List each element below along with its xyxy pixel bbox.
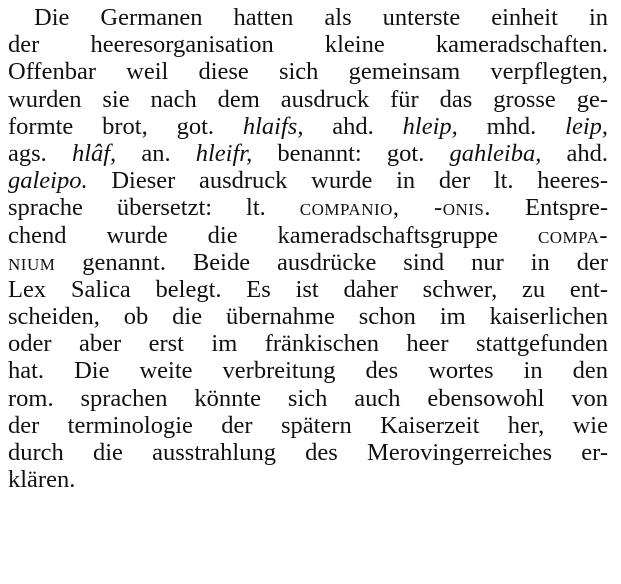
text-run: Die Germanen hatten als unterste einheit in [34,4,608,31]
text-run: ahd. [541,139,609,167]
text-line [8,86,608,113]
text-run: hat. Die weite verbreitung des wortes in den [8,357,608,385]
text-line [8,167,608,194]
text-run: an. [116,139,196,167]
text-run: formte brot, got. [8,112,243,140]
text-run: Offenbar weil diese sich gemeinsam verpflegten, [8,58,608,86]
italic-word: hlâf, [71,139,117,167]
italic-word: galeipo. [8,167,88,195]
text-run: oder aber erst im fränkischen heer stattgefunden [8,330,608,358]
text-line [8,194,608,221]
text-line [8,140,608,167]
text-line [8,357,608,384]
text-run: ahd. [303,112,403,140]
italic-word: leip, [565,112,609,140]
text-run: sprache übersetzt: lt. [8,194,300,222]
paragraph [8,4,608,493]
text-run: mhd. [457,112,566,140]
text-run: genannt. Beide ausdrücke sind nur in der [55,248,608,276]
italic-word: hleip, [402,112,458,140]
text-run: Entspre- [491,194,608,222]
small-caps-word: companio, -onis. [299,194,491,222]
text-run: rom. sprachen könnte sich auch ebensowohl von [8,384,608,412]
text-run: klären. [8,466,76,494]
text-line [8,439,608,466]
text-run: ags. [8,139,72,167]
small-caps-word: nium [8,248,56,276]
italic-word: hlaifs, [242,112,304,140]
text-run: der terminologie der spätern Kaiserzeit her, wie [8,411,608,439]
text-run: Lex Salica belegt. Es ist daher schwer, zu ent- [8,275,608,303]
text-line [8,276,608,303]
text-line [8,31,608,58]
text-line [8,249,608,276]
text-line [8,385,608,412]
text-line [8,412,608,439]
italic-word: hleifr, [195,139,253,167]
text-line [8,113,608,140]
text-run: wurden sie nach dem ausdruck für das grosse ge- [8,85,608,113]
text-line [8,222,608,249]
text-run: chend wurde die kameradschaftsgruppe [8,221,538,249]
text-line [8,330,608,357]
text-line [8,4,608,31]
italic-word: gahleiba, [449,139,542,167]
text-line [8,58,608,85]
text-line [8,303,608,330]
text-run: der heeresorganisation kleine kameradschaften. [8,31,608,59]
text-run: benannt: got. [252,139,450,167]
small-caps-word: compa- [537,221,608,249]
text-run: scheiden, ob die übernahme schon im kaiserlichen [8,303,608,331]
text-line [8,466,608,493]
text-run: durch die ausstrahlung des Merovingerreiches er- [8,439,608,466]
text-run: Dieser ausdruck wurde in der lt. heeres- [87,167,608,195]
